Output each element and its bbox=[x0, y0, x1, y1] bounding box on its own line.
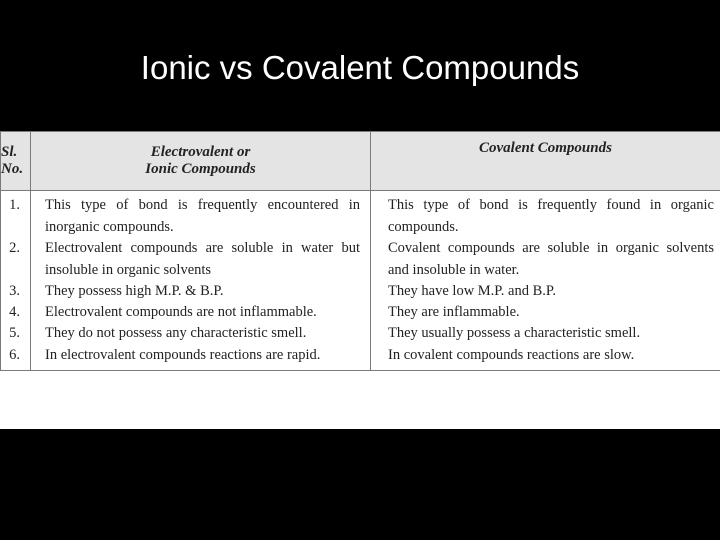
row-number: 6. bbox=[1, 345, 31, 371]
ionic-cell: Electrovalent compounds are soluble in water but insoluble in organic solvents bbox=[31, 238, 371, 281]
header-ionic-compounds bbox=[31, 132, 371, 191]
row-number: 1. bbox=[1, 191, 31, 239]
table-row bbox=[1, 238, 720, 281]
row-number: 2. bbox=[1, 238, 31, 281]
covalent-cell: Covalent compounds are soluble in organic solvents and insoluble in water. bbox=[371, 238, 720, 281]
slide-title: Ionic vs Covalent Compounds bbox=[140, 49, 580, 86]
ionic-cell: In electrovalent compounds reactions are rapid. bbox=[31, 345, 371, 371]
table-row bbox=[1, 345, 720, 371]
header-serial-line2: No. bbox=[1, 161, 24, 177]
covalent-cell: This type of bond is frequently found in organic compounds. bbox=[371, 191, 720, 239]
ionic-cell: Electrovalent compounds are not inflammable. bbox=[31, 302, 371, 323]
table-row bbox=[1, 302, 720, 323]
ionic-cell: This type of bond is frequently encountered in inorganic compounds. bbox=[31, 191, 371, 239]
header-covalent-compounds: Covalent Compounds bbox=[371, 132, 720, 191]
table-row bbox=[1, 191, 720, 239]
ionic-cell: They possess high M.P. & B.P. bbox=[31, 281, 371, 302]
row-number: 5. bbox=[1, 323, 31, 345]
table-row bbox=[1, 323, 720, 345]
row-number: 3. bbox=[1, 281, 31, 302]
comparison-table bbox=[0, 131, 720, 429]
covalent-cell: In covalent compounds reactions are slow. bbox=[371, 345, 720, 371]
covalent-cell: They usually possess a characteristic smell. bbox=[371, 323, 720, 345]
table-header-row bbox=[1, 132, 720, 191]
header-ionic-line1: Electrovalent or bbox=[150, 144, 251, 160]
row-number: 4. bbox=[1, 302, 31, 323]
covalent-cell: They are inflammable. bbox=[371, 302, 720, 323]
header-serial-line1: Sl. bbox=[1, 144, 18, 160]
covalent-cell: They have low M.P. and B.P. bbox=[371, 281, 720, 302]
header-serial-number bbox=[1, 132, 31, 191]
ionic-cell: They do not possess any characteristic smell. bbox=[31, 323, 371, 345]
table-row bbox=[1, 281, 720, 302]
header-ionic-line2: Ionic Compounds bbox=[145, 161, 256, 177]
